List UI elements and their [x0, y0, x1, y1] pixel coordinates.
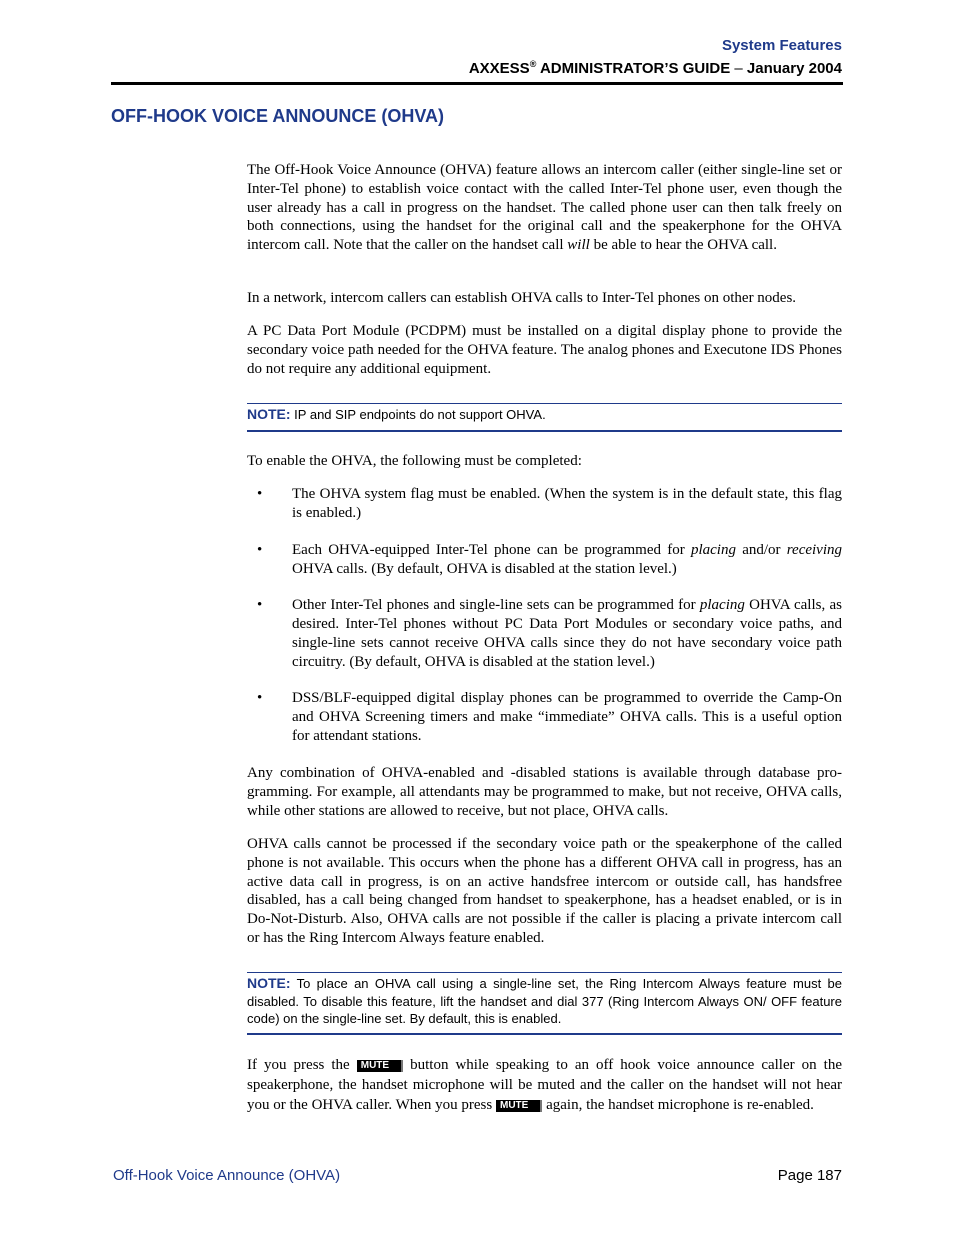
registered-mark: ® [529, 59, 537, 69]
paragraph-mute-text-c: again, the handset microphone is re-enabled. [542, 1097, 814, 1113]
paragraph-combination: Any combination of OHVA-enabled and -disabled stations is available through database pro-gramming. For example, all attendants may be programmed to make, but not receive, OHVA calls, while other stations are allowed to receive, but not place, OHVA calls. [247, 765, 842, 819]
paragraph-network: In a network, intercom callers can establish OHVA calls to Inter-Tel phones on other nodes. [247, 290, 797, 306]
bullet-icon: • [257, 486, 263, 502]
header-guide-title [469, 59, 842, 77]
header-brand: AXXESS [468, 60, 530, 77]
list-item [247, 541, 842, 579]
footer-page-number: Page 187 [777, 1167, 842, 1184]
note-text: To place an OHVA call using a single-line set, the Ring Intercom Always feature must be disabled. To disable this feature, lift the handset and dial 377 (Ring Intercom Always ON/ OFF feature code) on the single-line set. By default, this is enabled. [247, 976, 842, 1026]
mute-key-icon: MUTE [357, 1060, 403, 1072]
requirements-list [247, 485, 842, 746]
list-item-text: Each OHVA-equipped Inter-Tel phone can be programmed for [292, 542, 691, 558]
paragraph-intro-emphasis: will [567, 237, 590, 254]
bullet-icon: • [257, 542, 263, 558]
note-text: IP and SIP endpoints do not support OHVA. [290, 407, 546, 422]
mute-key-icon: MUTE [496, 1100, 542, 1112]
list-item-emphasis: placing [690, 542, 736, 558]
list-item [247, 485, 842, 523]
paragraph-enable-intro: To enable the OHVA, the following must be completed: [247, 453, 582, 469]
paragraph-pcdpm: A PC Data Port Module (PCDPM) must be installed on a digital display phone to provide the secondary voice path needed for the OHVA feature. The analog phones and Executone IDS Phones do not require any additional equipment. [247, 323, 842, 377]
list-item-emphasis: receiving [786, 542, 842, 558]
header-section-title: System Features [721, 37, 842, 54]
paragraph-intro-text-b: be able to hear the OHVA call. [589, 237, 777, 254]
footer-section-title: Off-Hook Voice Announce (OHVA) [113, 1167, 341, 1184]
note-box-ip-sip [247, 403, 842, 432]
note-label: NOTE: [247, 975, 291, 991]
header-rule [111, 82, 843, 85]
page-title: OFF-HOOK VOICE ANNOUNCE (OHVA) [111, 106, 444, 126]
paragraph-mute-text-a: If you press the [247, 1057, 357, 1073]
paragraph-intro [247, 161, 842, 255]
list-item-text: The OHVA system flag must be enabled. (When the system is in the default state, this flag is enabled.) [292, 486, 842, 521]
note-label: NOTE: [247, 406, 291, 422]
paragraph-mute-text-b: button while speaking to an off hook voice announce caller on the speakerphone, the handset microphone will be muted and the caller on the handset will not hear you or the OHVA caller. When you press [247, 1057, 842, 1113]
list-item [247, 596, 842, 672]
bullet-icon: • [257, 690, 263, 706]
list-item-text: and/or [735, 542, 787, 558]
list-item-emphasis: placing [699, 597, 745, 613]
paragraph-intro-text-a: The Off-Hook Voice Announce (OHVA) feature allows an intercom caller (either single-line set or Inter-Tel phone) to establish voice contact with the called Inter-Tel phone user, even though the user already has a call in progress on the handset. The called phone user can then talk freely on both connections, using the handset for the original call and the speakerphone for the OHVA intercom call. Note that the caller on the handset call [247, 162, 842, 254]
list-item-text: OHVA calls, as desired. Inter-Tel phones without PC Data Port Modules or secondary voice paths, and single-line sets cannot receive OHVA calls since they do not have secondary voice path circuitry. (By default, OHVA is disabled at the station level.) [292, 597, 842, 670]
header-date: January 2004 [746, 60, 842, 77]
bullet-icon: • [257, 597, 263, 613]
list-item-text: DSS/BLF-equipped digital display phones can be programmed to override the Camp-On and OHVA Screening timers and make “immediate” OHVA calls. This is a useful option for attendant stations. [292, 690, 842, 744]
paragraph-mute [247, 1055, 842, 1115]
list-item [247, 689, 842, 746]
header-dash: – [730, 60, 747, 77]
list-item-text: OHVA calls. (By default, OHVA is disabled at the station level.) [292, 561, 677, 577]
paragraph-restrictions: OHVA calls cannot be processed if the secondary voice path or the speakerphone of the called phone is not available. This occurs when the phone has a different OHVA call in progress, has an active data call in progress, is on an active handsfree intercom or outside call, has handsfree disabled, has a call being changed from handset to speakerphone, has a headset enabled, or is in Do-Not-Disturb. Also, OHVA calls are not possible if the caller is placing a private intercom call or has the Ring Intercom Always feature enabled. [247, 836, 842, 946]
header-guide-name: ADMINISTRATOR’S GUIDE [536, 60, 731, 77]
list-item-text: Other Inter-Tel phones and single-line sets can be programmed for [292, 597, 700, 613]
note-box-single-line [247, 972, 842, 1035]
